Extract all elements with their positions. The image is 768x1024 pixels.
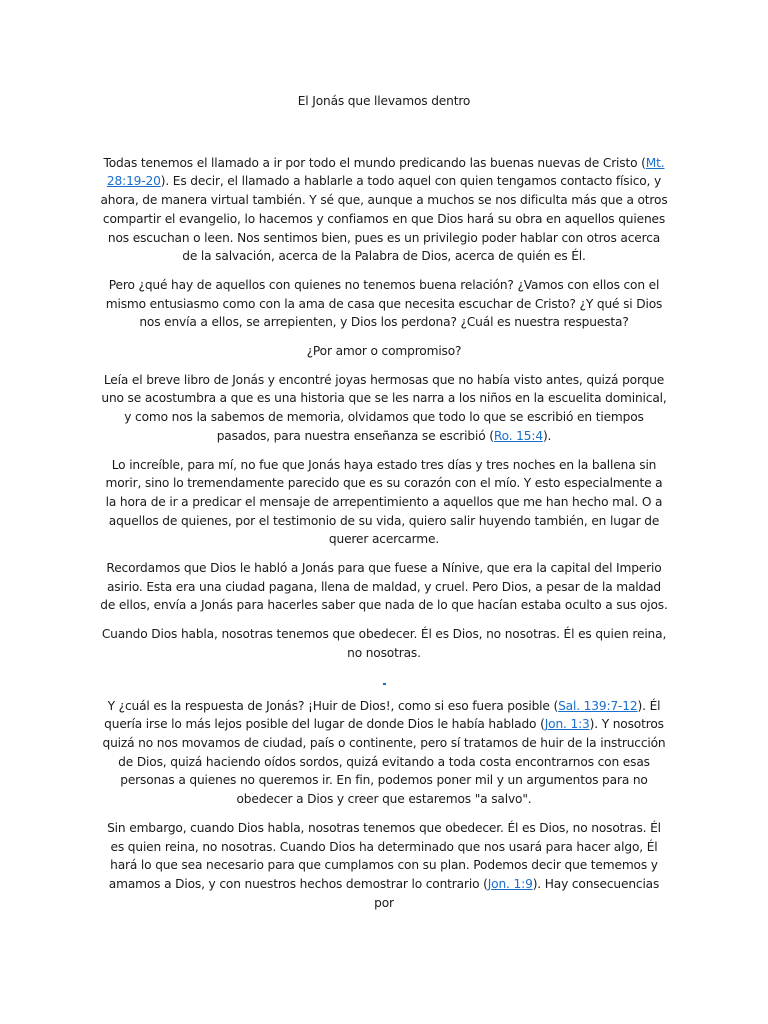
separator-line [100, 675, 668, 693]
paragraph-9-text-a: Sin embargo, cuando Dios habla, nosotras tenemos que obedecer. Él es Dios, no nosotras. Él es quien reina, no nosotras. Cuando Dios ha determinado que nos usará para hacer algo, Él hará lo que sea necesario para que cumplamos con su plan. Podemos decir que tememos y amamos a Dios, y con nuestros hechos demostrar lo contrario ( [107, 820, 661, 891]
paragraph-7: Cuando Dios habla, nosotras tenemos que obedecer. Él es Dios, no nosotras. Él es quien reina, no nosotras. [101, 627, 667, 660]
link-marker-icon [383, 683, 386, 685]
paragraph-1 [100, 154, 668, 266]
paragraph-4-text-b: ). [542, 428, 552, 443]
document-page [100, 92, 668, 922]
paragraph-9 [100, 819, 668, 913]
document-title: El Jonás que llevamos dentro [297, 94, 471, 108]
scripture-link-sal-139[interactable]: Sal. 139:7-12 [558, 698, 638, 713]
paragraph-4-text-a: Leía el breve libro de Jonás y encontré joyas hermosas que no había visto antes, quizá porque uno se acostumbra a que es una historia que se les narra a los niños en la escuelita dominical, y como nos la sabemos de memoria, olvidamos que todo lo que se escribió en tiempos pasados, para nuestra enseñanza se escribió ( [101, 372, 667, 443]
paragraph-1-text-b: ). Es decir, el llamado a hablarle a todo aquel con quien tengamos contacto físico, y ahora, de manera virtual también. Y sé que, aunque a muchos se nos dificulta más que a otros compartir el evangelio, lo hacemos y confiamos en que Dios hará su obra en aquellos quienes nos escuchan o leen. Nos sentimos bien, pues es un privilegio poder hablar con otros acerca de la salvación, acerca de la Palabra de Dios, acerca de quién es Él. [100, 174, 668, 264]
scripture-link-mt-28[interactable]: Mt. 28:19-20 [106, 155, 665, 189]
paragraph-1-text-a: Todas tenemos el llamado a ir por todo el mundo predicando las buenas nuevas de Cristo ( [103, 155, 646, 170]
paragraph-8 [100, 697, 668, 809]
scripture-link-jon-1-3[interactable]: Jon. 1:3 [544, 717, 590, 732]
paragraph-9-text-b: ). Hay consecuencias por [374, 876, 660, 910]
scripture-link-jon-1-9[interactable]: Jon. 1:9 [487, 876, 533, 891]
paragraph-5: Lo increíble, para mí, no fue que Jonás haya estado tres días y tres noches en la ballena sin morir, sino lo tremendamente parecido que es su corazón con el mío. Y esto especialmente a la hora de ir a predicar el mensaje de arrepentimiento a aquellos que me han hecho mal. O a aquellos de quienes, por el testimonio de su vida, quiero salir huyendo también, en lugar de querer acercarme. [105, 457, 663, 547]
scripture-link-ro-15[interactable]: Ro. 15:4 [493, 428, 543, 443]
paragraph-8-text-c: ). Y nosotros quizá no nos movamos de ciudad, país o continente, pero sí tratamos de huir de la instrucción de Dios, quizá haciendo oídos sordos, quizá evitando a toda costa encontrarnos con esas personas a quienes no queremos ir. En fin, podemos poner mil y un argumentos para no obedecer a Dios y creer que estaremos "a salvo". [102, 717, 666, 807]
paragraph-8-text-a: Y ¿cuál es la respuesta de Jonás? ¡Huir de Dios!, como si eso fuera posible ( [107, 698, 559, 713]
paragraph-4 [100, 371, 668, 446]
paragraph-2: Pero ¿qué hay de aquellos con quienes no tenemos buena relación? ¿Vamos con ellos con el mismo entusiasmo como con la ama de casa que necesita escuchar de Cristo? ¿Y qué si Dios nos envía a ellos, se arrepienten, y Dios los perdona? ¿Cuál es nuestra respuesta? [105, 277, 663, 330]
paragraph-6: Recordamos que Dios le habló a Jonás para que fuese a Nínive, que era la capital del Imperio asirio. Esta era una ciudad pagana, llena de maldad, y cruel. Pero Dios, a pesar de la maldad de ellos, envía a Jonás para hacerles saber que nada de lo que hacían estaba oculto a sus ojos. [100, 561, 668, 613]
paragraph-3-subheading: ¿Por amor o compromiso? [306, 344, 462, 359]
paragraph-8-text-b: ). Él quería irse lo más lejos posible del lugar de donde Dios le había hablado ( [104, 698, 661, 732]
